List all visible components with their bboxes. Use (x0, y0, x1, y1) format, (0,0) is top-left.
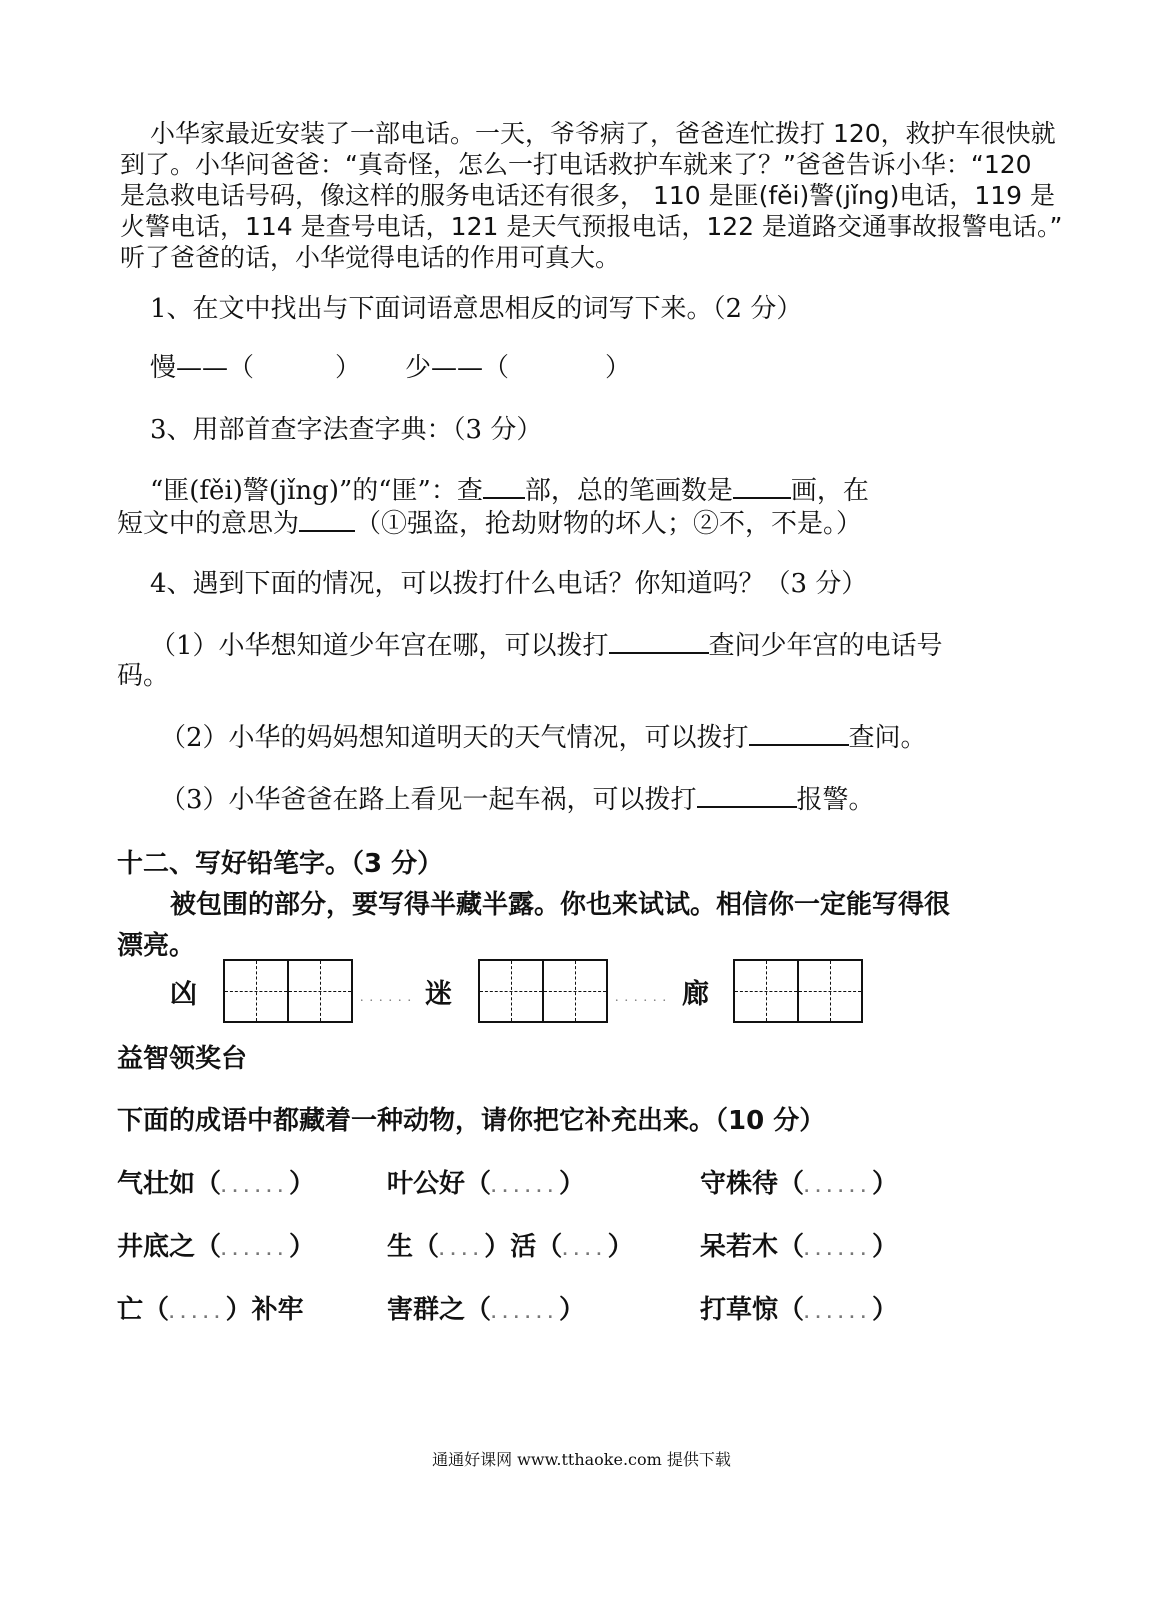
q4-item-3-blank[interactable] (697, 805, 797, 808)
q3-radical-blank[interactable] (483, 496, 525, 499)
q3-text-c: 画，在 (790, 476, 869, 506)
grid-cell[interactable] (287, 961, 351, 1021)
dot-leader: ...... (360, 990, 417, 1005)
section-12-heading: 十二、写好铅笔字。（3 分） (117, 849, 444, 879)
question-3-line-1 (150, 470, 869, 507)
grid-cell[interactable] (225, 961, 287, 1021)
idiom-4: 井底之（......） (117, 1232, 315, 1262)
passage-line-5: 听了爸爸的话，小华觉得电话的作用可真大。 (120, 243, 621, 272)
q3-meaning-blank[interactable] (299, 529, 355, 532)
q4-item-2-text-b: 查问。 (848, 723, 927, 753)
idiom-2: 叶公好（......） (387, 1169, 585, 1199)
puzzle-heading: 益智领奖台 (117, 1044, 248, 1074)
idiom-6: 呆若木（......） (700, 1232, 898, 1262)
q3-text-b: 部，总的笔画数是 (524, 476, 733, 506)
practice-char-1: 凶 (170, 979, 197, 1010)
q4-item-3-text-b: 报警。 (796, 785, 875, 815)
section-12-desc-line-2: 漂亮。 (117, 931, 196, 961)
question-4-item-1-cont: 码。 (117, 661, 170, 691)
q4-item-1-blank[interactable] (609, 651, 709, 654)
antonym-slow-prompt: 慢——（ (150, 353, 255, 383)
dot-leader: ...... (615, 990, 672, 1005)
page-footer: 通通好课网 www.tthaoke.com 提供下载 (432, 1450, 731, 1469)
q4-item-2-blank[interactable] (749, 743, 849, 746)
q4-item-3-text: （3）小华爸爸在路上看见一起车祸，可以拨打 (160, 785, 697, 815)
practice-char-2: 迷 (425, 979, 452, 1010)
passage-line-2: 到了。小华问爸爸：“真奇怪，怎么一打电话救护车就来了？”爸爸告诉小华：“120 (120, 150, 1032, 179)
q3-text-e: （①强盗，抢劫财物的坏人；②不，不是。） (355, 509, 863, 539)
passage-line-3: 是急救电话号码，像这样的服务电话还有很多， 110 是匪(fěi)警(jǐng)电话，119 是 (120, 181, 1056, 210)
antonym-few-prompt: 少——（ (405, 353, 510, 383)
q4-item-1-text-b: 查问少年宫的电话号 (708, 631, 943, 661)
writing-grid-3[interactable] (733, 959, 863, 1023)
antonym-slow-close: ） (335, 353, 362, 383)
grid-cell[interactable] (797, 961, 861, 1021)
grid-cell[interactable] (735, 961, 797, 1021)
q4-item-1-text: （1）小华想知道少年宫在哪，可以拨打 (150, 631, 609, 661)
question-4-item-2 (160, 717, 927, 754)
idiom-9: 打草惊（......） (700, 1295, 898, 1325)
grid-cell[interactable] (480, 961, 542, 1021)
passage-line-4: 火警电话，114 是查号电话，121 是天气预报电话，122 是道路交通事故报警电话。” (120, 212, 1063, 241)
q3-text-d: 短文中的意思为 (117, 509, 300, 539)
idiom-7: 亡（.....）补牢 (117, 1295, 304, 1325)
question-4-title: 4、遇到下面的情况，可以拨打什么电话？你知道吗？（3 分） (150, 569, 868, 599)
idiom-5: 生（....）活（....） (387, 1232, 634, 1262)
idiom-3: 守株待（......） (700, 1169, 898, 1199)
grid-cell[interactable] (542, 961, 606, 1021)
q4-item-2-text: （2）小华的妈妈想知道明天的天气情况，可以拨打 (160, 723, 749, 753)
q3-text-a: “匪(fěi)警(jǐng)”的“匪”：查 (150, 476, 483, 506)
question-3-title: 3、用部首查字法查字典：（3 分） (150, 415, 543, 445)
q3-stroke-count-blank[interactable] (733, 496, 791, 499)
writing-grid-1[interactable] (223, 959, 353, 1023)
question-3-line-2 (117, 503, 862, 540)
passage-line-1: 小华家最近安装了一部电话。一天，爷爷病了，爸爸连忙拨打 120，救护车很快就 (150, 119, 1056, 148)
question-4-item-1 (150, 625, 943, 662)
question-4-item-3 (160, 779, 875, 816)
practice-char-3: 廊 (682, 979, 709, 1010)
question-1-title: 1、在文中找出与下面词语意思相反的词写下来。（2 分） (150, 294, 803, 324)
section-12-desc-line-1: 被包围的部分，要写得半藏半露。你也来试试。相信你一定能写得很 (170, 890, 951, 920)
writing-grid-2[interactable] (478, 959, 608, 1023)
idiom-8: 害群之（......） (387, 1295, 585, 1325)
antonym-few-close: ） (605, 353, 632, 383)
idiom-1: 气壮如（......） (117, 1169, 315, 1199)
puzzle-instruction: 下面的成语中都藏着一种动物，请你把它补充出来。（10 分） (117, 1106, 826, 1136)
